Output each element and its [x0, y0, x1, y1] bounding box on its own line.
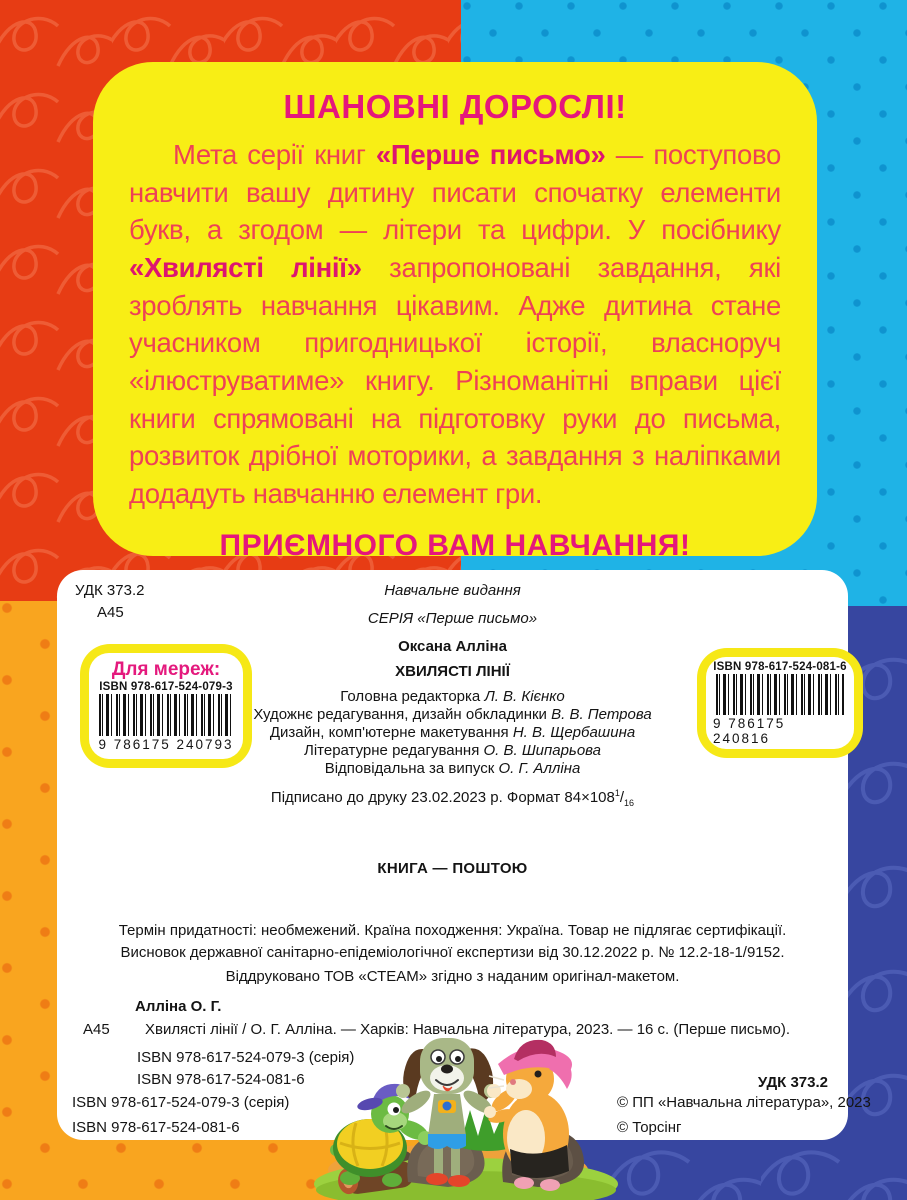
footer-isbn: ISBN 978-617-524-081-6 — [72, 1119, 240, 1136]
credit-role: Літературне редагування — [303, 742, 484, 759]
barcode — [99, 694, 233, 736]
credit-person: Н. В. Щербашина — [512, 724, 636, 741]
author-name: Оксана Алліна — [398, 638, 507, 655]
certification-block — [57, 920, 848, 988]
book-by-mail-heading: КНИГА — ПОШТОЮ — [377, 860, 528, 877]
barcode-number: 9 786175 240816 — [713, 716, 786, 746]
series-name-bold: «Перше письмо» — [375, 139, 606, 170]
sandal — [426, 1173, 448, 1185]
udc-code: УДК 373.2 — [75, 582, 145, 599]
isbn-text: ISBN 978-617-524-081-6 — [713, 661, 847, 673]
barcode-number: 9 786175 240793 — [98, 737, 234, 752]
catalog-isbn: ISBN 978-617-524-081-6 — [137, 1071, 305, 1088]
isbn-badge-inner — [89, 653, 243, 759]
notice-text: Мета серії книг — [173, 139, 376, 170]
print-info — [57, 788, 848, 808]
series-line: СЕРІЯ «Перше письмо» — [367, 610, 538, 627]
barcode — [716, 674, 845, 715]
print-info-text: Підписано до друку 23.02.2023 р. Формат 84×108 — [270, 789, 615, 806]
catalog-author: Алліна О. Г. — [135, 998, 222, 1015]
notice-title: ШАНОВНІ ДОРОСЛІ! — [283, 88, 627, 125]
format-numerator: 1 — [614, 788, 620, 798]
credit-role: Художнє редагування, дизайн обкладинки — [253, 706, 552, 723]
credit-person: О. Г. Алліна — [498, 760, 581, 777]
copyright-publisher: © ПП «Навчальна література», 2023 — [617, 1094, 871, 1111]
notice-text: — поступово навчити вашу дитину писати спочатку елементи букв, а згодом — літери та цифри. У посібнику — [129, 139, 781, 246]
notice-panel — [93, 62, 817, 562]
book-title-bold: «Хвилясті лінії» — [129, 252, 362, 284]
notice-text: запропоновані завдання, які зроблять навчання цікавим. Адже дитина стане учасником пригодницької історії, власноруч «ілюструватиме» книгу. Різноманітні вправи цієї книги спрямовані на підготовку руки до письма, розвиток дрібної моторики, а завдання з наліпками додадуть навчанню елемент гри. — [129, 252, 781, 510]
credit-role: Відповідальна за випуск — [324, 760, 499, 777]
credit-role: Дизайн, комп'ютерне макетування — [269, 724, 513, 741]
copyright-torsing: © Торсінг — [617, 1119, 682, 1136]
author-code: А45 — [97, 604, 124, 621]
characters-illustration — [298, 1030, 624, 1200]
network-label: Для мереж: — [111, 659, 221, 680]
sandal — [448, 1175, 470, 1187]
isbn-badge-network — [80, 644, 252, 768]
notice-footer: ПРИЄМНОГО ВАМ НАВЧАННЯ! — [219, 528, 691, 562]
udc-code-right: УДК 373.2 — [757, 1074, 828, 1091]
cert-line: Термін придатності: необмежений. Країна походження: Україна. Товар не підлягає сертифікації. — [118, 922, 787, 939]
book-title: ХВИЛЯСТІ ЛІНІЇ — [395, 663, 510, 680]
isbn-badge — [697, 648, 863, 758]
cert-line: Віддруковано ТОВ «СТЕАМ» згідно з наданим оригінал-макетом. — [225, 968, 680, 985]
notice-paragraph — [129, 136, 781, 513]
format-slash: / — [619, 789, 625, 806]
credit-person: В. В. Петрова — [551, 706, 652, 723]
footer-isbn-series: ISBN 978-617-524-079-3 (серія) — [72, 1094, 290, 1111]
cert-line: Висновок державної санітарно-епідеміологічної експертизи від 30.12.2022 р. № 12.2-18-1/9152. — [120, 944, 785, 961]
credit-person: Л. В. Кієнко — [484, 688, 565, 705]
credit-person: О. В. Шипарьова — [483, 742, 602, 759]
edition-type: Навчальне видання — [384, 582, 521, 599]
format-denominator: 16 — [624, 798, 635, 808]
isbn-text: ISBN 978-617-524-079-3 — [99, 681, 233, 693]
catalog-isbn-series: ISBN 978-617-524-079-3 (серія) — [137, 1049, 355, 1066]
credit-role: Головна редакторка — [340, 688, 485, 705]
catalog-entry: Хвилясті лінії / О. Г. Алліна. — Харків: Навчальна література, 2023. — 16 с. (Перше письмо). — [145, 1021, 791, 1038]
catalog-code: А45 — [83, 1021, 110, 1038]
isbn-badge-inner — [706, 657, 854, 749]
